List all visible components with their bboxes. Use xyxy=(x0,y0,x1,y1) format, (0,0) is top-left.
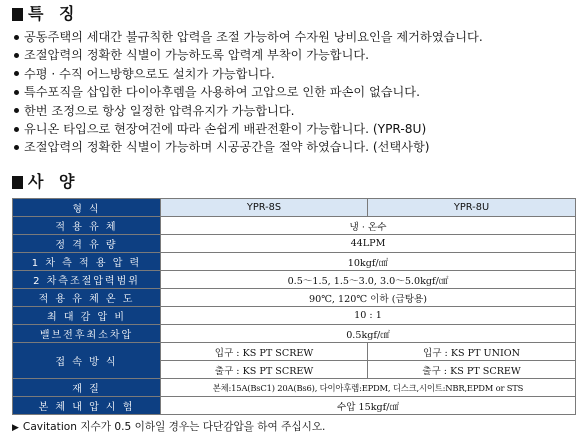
table-row xyxy=(13,271,576,289)
table-row xyxy=(13,343,576,361)
table-row xyxy=(13,325,576,343)
feature-item: 조절압력의 정확한 식별이 가능하며 시공공간을 절약 하였습니다. (선택사항) xyxy=(12,138,576,156)
specs-title: 사 양 xyxy=(28,172,80,191)
features-list xyxy=(12,28,576,157)
specs-heading xyxy=(12,172,79,192)
feature-item: 특수포직을 삽입한 다이아후렘을 사용하여 고압으로 인한 파손이 없습니다. xyxy=(12,83,576,101)
heading-square-icon xyxy=(12,8,23,21)
spec-value-u-inlet: 입구 : KS PT UNION xyxy=(368,343,576,361)
spec-label-material: 재 질 xyxy=(13,379,161,397)
model-ypr-8u: YPR-8U xyxy=(368,199,576,217)
spec-label-valve-min-pressure: 밸브전후최소차압 xyxy=(13,325,161,343)
features-title: 특 징 xyxy=(28,4,80,23)
spec-label-fluid-temp: 적 용 유 체 온 도 xyxy=(13,289,161,307)
table-row xyxy=(13,379,576,397)
table-row xyxy=(13,235,576,253)
spec-table xyxy=(12,198,576,415)
spec-value-secondary-range: 0.5～1.5, 1.5～3.0, 3.0～5.0kgf/㎠ xyxy=(161,271,576,289)
feature-item: 한번 조정으로 항상 일정한 압력유지가 가능합니다. xyxy=(12,102,576,120)
cavitation-note xyxy=(12,420,325,435)
spec-value-material: 본체:15A(BsC1) 20A(Bs6), 다이아후렘:EPDM, 디스크,시이트:NBR,EPDM or STS xyxy=(161,379,576,397)
spec-label-primary-pressure: 1 차 측 적 용 압 력 xyxy=(13,253,161,271)
spec-label-max-ratio: 최 대 감 압 비 xyxy=(13,307,161,325)
spec-label-body-pressure: 본 체 내 압 시 험 xyxy=(13,397,161,415)
feature-item: 조절압력의 정확한 식별이 가능하도록 압력계 부착이 가능합니다. xyxy=(12,46,576,64)
spec-value-u-outlet: 출구 : KS PT SCREW xyxy=(368,361,576,379)
spec-value-max-ratio: 10 : 1 xyxy=(161,307,576,325)
spec-value-body-pressure: 수압 15kgf/㎠ xyxy=(161,397,576,415)
spec-value-valve-min-pressure: 0.5kgf/㎠ xyxy=(161,325,576,343)
table-row xyxy=(13,307,576,325)
spec-label-model: 형 식 xyxy=(13,199,161,217)
table-row xyxy=(13,253,576,271)
bullet-icon xyxy=(14,90,19,95)
triangle-right-icon: ▶ xyxy=(12,423,19,433)
spec-value-primary-pressure: 10kgf/㎠ xyxy=(161,253,576,271)
bullet-icon xyxy=(14,53,19,58)
cavitation-note-text: Cavitation 지수가 0.5 이하일 경우는 다단감압을 하여 주십시오. xyxy=(22,421,326,433)
spec-value-s-inlet: 입구 : KS PT SCREW xyxy=(161,343,368,361)
spec-value-s-outlet: 출구 : KS PT SCREW xyxy=(161,361,368,379)
spec-label-connection: 접 속 방 식 xyxy=(13,343,161,379)
features-heading xyxy=(12,4,79,24)
bullet-icon xyxy=(14,127,19,132)
spec-value-fluid-temp: 90℃, 120℃ 이하 (급탕용) xyxy=(161,289,576,307)
model-ypr-8s: YPR-8S xyxy=(161,199,368,217)
spec-label-fluid: 적 용 유 체 xyxy=(13,217,161,235)
table-row xyxy=(13,289,576,307)
spec-value-flow: 44LPM xyxy=(161,235,576,253)
bullet-icon xyxy=(14,108,19,113)
table-row xyxy=(13,217,576,235)
bullet-icon xyxy=(14,71,19,76)
spec-label-secondary-range: 2 차측조절압력범위 xyxy=(13,271,161,289)
bullet-icon xyxy=(14,145,19,150)
spec-value-fluid: 냉 · 온수 xyxy=(161,217,576,235)
feature-item: 공동주택의 세대간 불규칙한 압력을 조절 가능하여 수자원 낭비요인을 제거하였습니다. xyxy=(12,28,576,46)
spec-header-row xyxy=(13,199,576,217)
feature-item: 수평 · 수직 어느방향으로도 설치가 가능합니다. xyxy=(12,65,576,83)
table-row xyxy=(13,397,576,415)
heading-square-icon xyxy=(12,176,23,189)
bullet-icon xyxy=(14,35,19,40)
feature-item: 유니온 타입으로 현장여건에 따라 손쉽게 배관전환이 가능합니다. (YPR-8U) xyxy=(12,120,576,138)
spec-label-flow: 정 격 유 량 xyxy=(13,235,161,253)
